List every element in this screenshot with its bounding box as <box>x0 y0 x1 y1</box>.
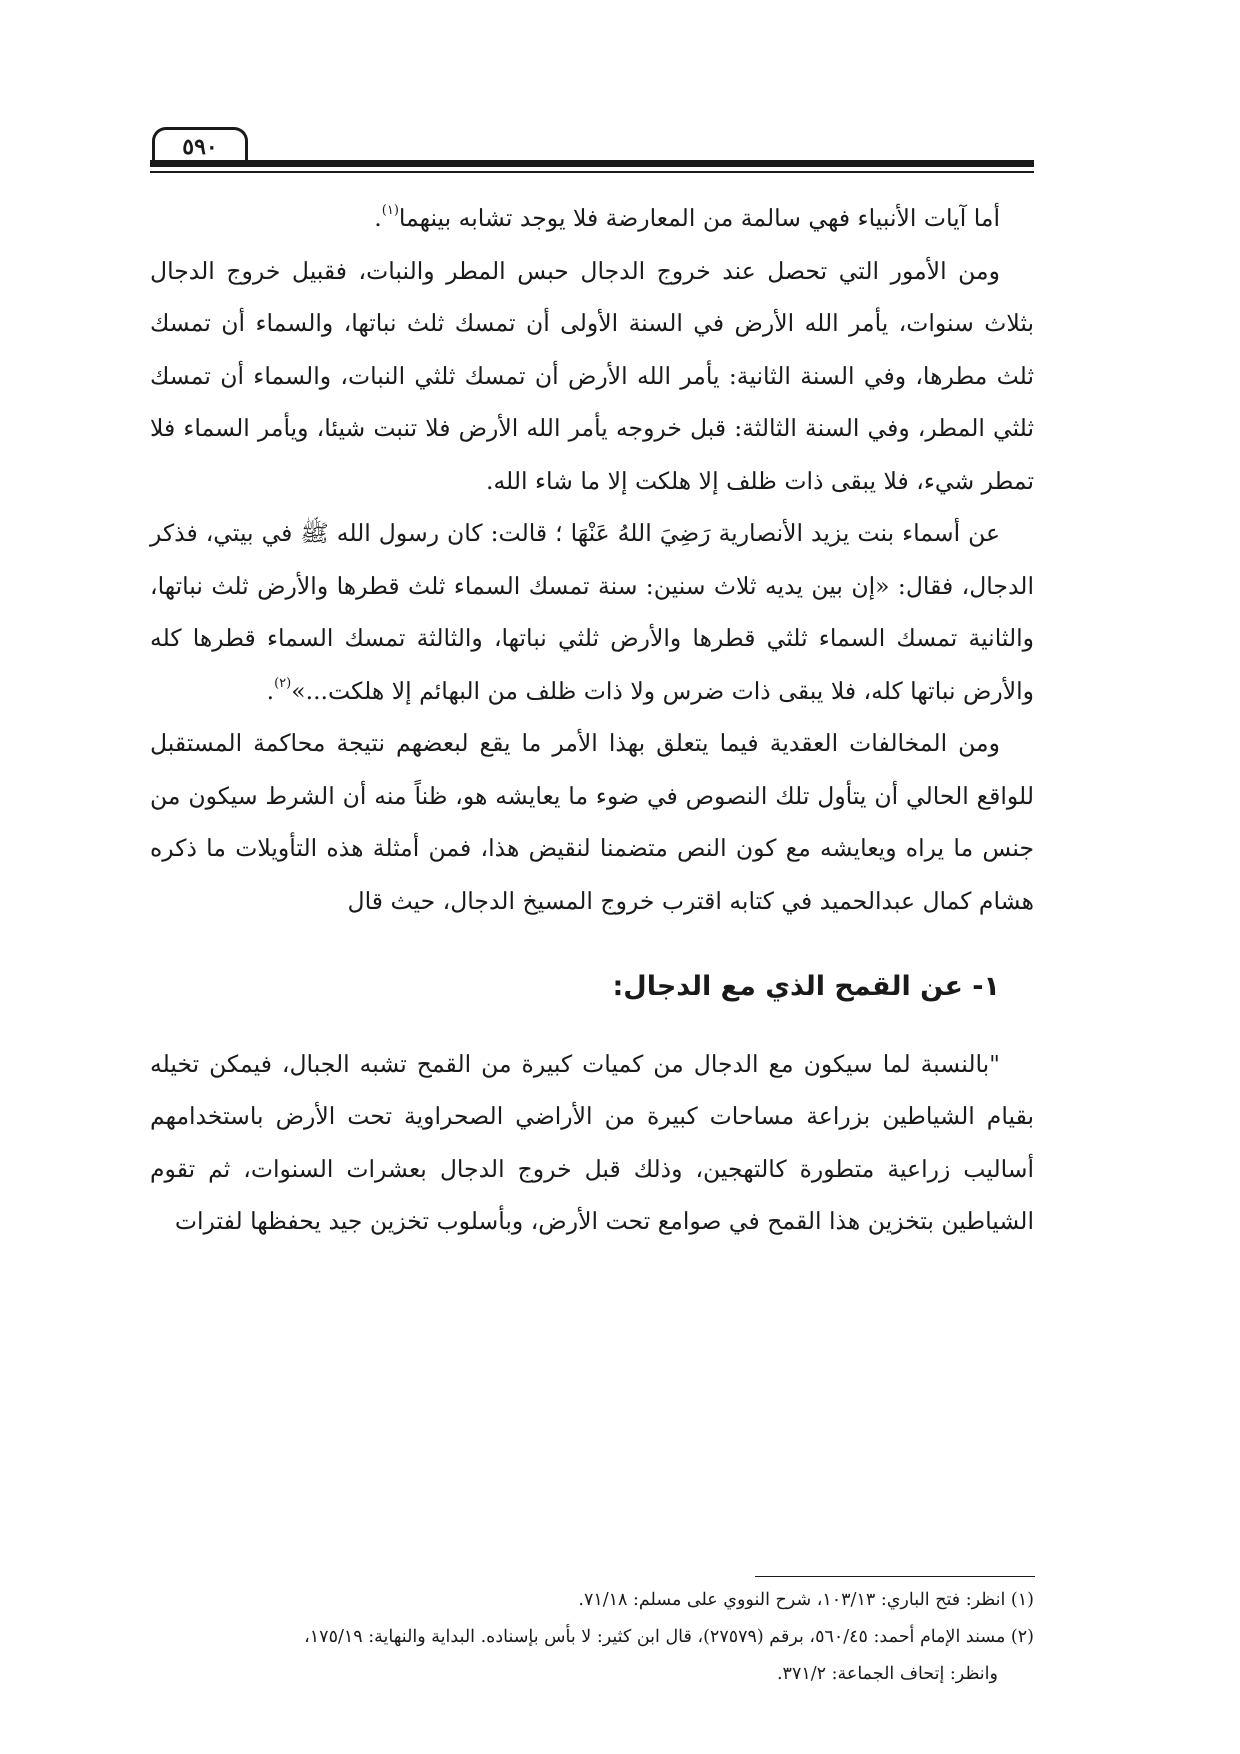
paragraph-2: ومن الأمور التي تحصل عند خروج الدجال حبس المطر والنبات، فقبيل خروج الدجال بثلاث سنوات، يأمر الله الأرض في السنة الأولى أن تمسك ثلث نباتها، والسماء أن تمسك ثلث مطرها، وفي السنة الثانية: يأمر الله الأرض أن تمسك ثلثي النبات، والسماء أن تمسك ثلثي المطر، وفي السنة الثالثة: قبل خروجه يأمر الله الأرض فلا تنبت شيئا، ويأمر السماء فلا تمطر شيء، فلا يبقى ذات ظلف إلا هلكت إلا ما شاء الله. <box>150 256 1034 495</box>
main-text <box>150 192 1034 1248</box>
footnote-ref-2[interactable]: (٢) <box>274 675 292 691</box>
paragraph-1-text: أما آيات الأنبياء فهي سالمة من المعارضة فلا يوجد تشابه بينهما <box>398 204 1000 232</box>
paragraph-3-text: عن أسماء بنت يزيد الأنصارية رَضِيَ اللهُ عَنْهَا ؛ قالت: كان رسول الله ﷺ في بيتي، فذكر الدجال، فقال: «إن بين يديه ثلاث سنين: سنة تمسك السماء ثلث قطرها والأرض ثلث نباتها، والثانية تمسك السماء ثلثي قطرها والأرض ثلثي نباتها، والثالثة تمسك السماء قطرها كله والأرض نباتها كله، فلا يبقى ذات ضرس ولا ذات ظلف من البهائم إلا هلكت...» <box>150 519 1034 705</box>
footnote-2: (٢) مسند الإمام أحمد: ٥٦٠/٤٥، برقم (٢٧٥٧٩)، قال ابن كثير: لا بأس بإسناده. البداية والنهاية: ١٧٥/١٩، <box>304 1627 1034 1647</box>
paragraph-1-end: . <box>374 204 382 232</box>
page-number: ٥٩٠ <box>152 127 248 163</box>
footnote-separator <box>755 1576 1035 1577</box>
footnote-ref-1[interactable]: (١) <box>381 203 399 218</box>
header-rule <box>150 160 1034 167</box>
footnotes <box>150 1582 1034 1693</box>
section-heading: ١- عن القمح الذي مع الدجال: <box>612 971 1000 1002</box>
paragraph-4: ومن المخالفات العقدية فيما يتعلق بهذا الأمر ما يقع لبعضهم نتيجة محاكمة المستقبل للواقع الحالي أن يتأول تلك النصوص في ضوء ما يعايشه هو، ظناً منه أن الشرط سيكون من جنس ما يراه ويعايشه مع كون النص متضمنا لنقيض هذا، فمن أمثلة هذه التأويلات ما ذكره هشام كمال عبدالحميد في كتابه اقترب خروج المسيخ الدجال، حيث قال <box>150 729 1034 915</box>
header-rule-thin <box>150 171 1034 173</box>
paragraph-3-end: . <box>266 676 275 705</box>
paragraph-3 <box>150 507 1034 717</box>
paragraph-1 <box>150 192 1034 245</box>
paragraph-5: "بالنسبة لما سيكون مع الدجال من كميات كبيرة من القمح تشبه الجبال، فيمكن تخيله بقيام الشياطين بزراعة مساحات كبيرة من الأراضي الصحراوية تحت الأرض باستخدامهم أساليب زراعية متطورة كالتهجين، وذلك قبل خروج الدجال بعشرات السنوات، ثم تقوم الشياطين بتخزين هذا القمح في صوامع تحت الأرض، وبأسلوب تخزين جيد يحفظها لفترات <box>150 1049 1034 1235</box>
footnote-2-continued: وانظر: إتحاف الجماعة: ٣٧١/٢. <box>776 1664 998 1684</box>
footnote-1: (١) انظر: فتح الباري: ١٠٣/١٣، شرح النووي على مسلم: ٧١/١٨. <box>578 1590 1034 1610</box>
